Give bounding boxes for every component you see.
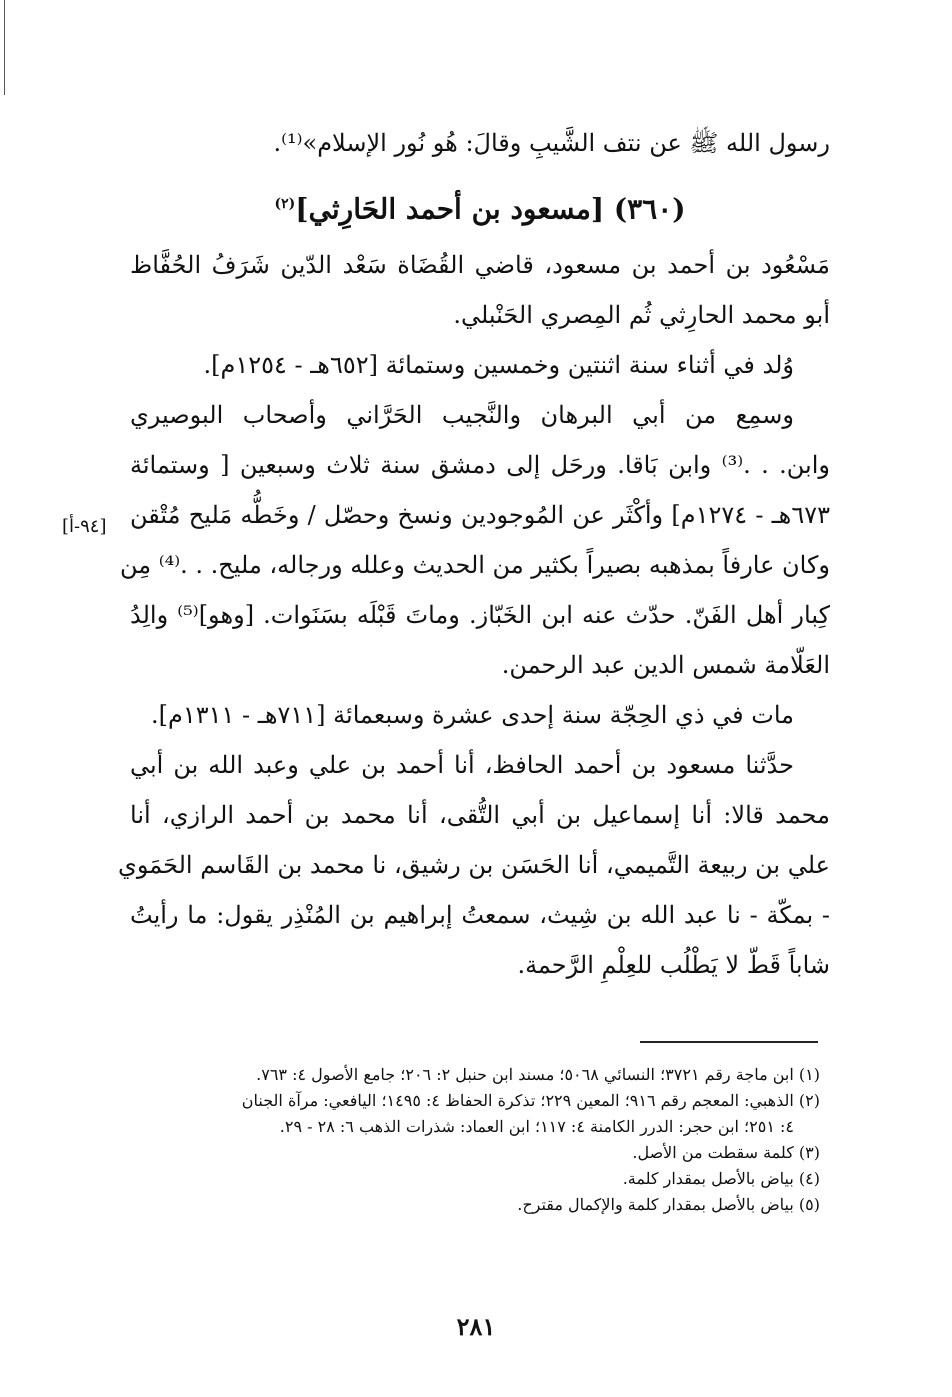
entry-heading-text: (٣٦٠) [مسعود بن أحمد الحَارِثي] bbox=[295, 192, 686, 226]
text-line-11: مات في ذي الحِجّة سنة إحدى عشرة وسبعمائة [٧١١هـ - ١٣١١م]. bbox=[151, 701, 794, 729]
footnote-2-continued: ٤: ٢٥١؛ ابن حجر: الدرر الكامنة ٤: ١١٧؛ ابن العماد: شذرات الذهب ٦: ٢٨ - ٢٩. bbox=[279, 1117, 794, 1136]
text-line-12: حدَّثنا مسعود بن أحمد الحافظ، أنا أحمد بن علي وعبد الله بن أبي bbox=[130, 751, 794, 779]
text-line-16: شاباً قَطّ لا يَطْلُب للعِلْمِ الرَّحمة. bbox=[517, 951, 830, 979]
footnotes bbox=[130, 1062, 820, 1218]
text-line-15: - بمكّة - نا عبد الله بن شِيث، سمعتُ إبراهيم بن المُنْذِر يقول: ما رأيتُ bbox=[130, 901, 830, 929]
text-line-3: أبو محمد الحارِثي ثُم المِصري الحَنْبلي. bbox=[453, 301, 830, 329]
footnote-3: (٣) كلمة سقطت من الأصل. bbox=[632, 1143, 820, 1162]
footnote-5: (٥) بياض بالأصل بمقدار كلمة والإكمال مقترح. bbox=[517, 1195, 820, 1214]
entry-heading bbox=[130, 174, 830, 240]
text-line-8: وكان عارفاً بمذهبه بصيراً بكثير من الحديث وعلله ورجاله، مليح. . .⁽⁴⁾ مِن bbox=[119, 551, 830, 579]
text-line-9: كِبار أهل الفَنّ. حدّث عنه ابن الخَبّاز. وماتَ قَبْلَه بسَنَوات. [وهو]⁽⁵⁾ والِدُ bbox=[130, 601, 830, 629]
text-line-13: محمد قالا: أنا إسماعيل بن أبي التُّقى، أنا محمد بن أحمد الرازي، أنا bbox=[130, 801, 830, 829]
text-line-14: علي بن ربيعة التَّميمي، أنا الحَسَن بن رشيق، نا محمد بن القَاسم الحَمَوي bbox=[118, 851, 830, 879]
footnote-separator bbox=[640, 1041, 818, 1043]
page-body bbox=[118, 118, 830, 990]
text-line-6: وابن. . .⁽³⁾ وابن بَاقا. ورحَل إلى دمشق سنة ثلاث وسبعين [ وستمائة bbox=[130, 451, 830, 479]
page-number: ٢٨١ bbox=[456, 1312, 496, 1341]
text-line-2: مَسْعُود بن أحمد بن مسعود، قاضي القُضَاة سَعْد الدّين شَرَفُ الحُفَّاظ bbox=[130, 251, 830, 279]
text-line-4: وُلد في أثناء سنة اثنتين وخمسين وستمائة [٦٥٢هـ - ١٢٥٤م]. bbox=[203, 351, 794, 379]
footnote-1: (١) ابن ماجة رقم ٣٧٢١؛ النسائي ٥٠٦٨؛ مسند ابن حنبل ٢: ٢٠٦؛ جامع الأصول ٤: ٧٦٣. bbox=[256, 1065, 820, 1084]
entry-heading-footnote-ref: (٢) bbox=[274, 196, 296, 212]
text-line-5: وسمِع من أبي البرهان والنَّجيب الحَرَّاني وأصحاب البوصيري bbox=[130, 401, 794, 429]
manuscript-folio-note: [٩٤-أ] bbox=[62, 516, 107, 537]
footnote-4: (٤) بياض بالأصل بمقدار كلمة. bbox=[622, 1169, 820, 1188]
text-line-7: ٦٧٣هـ - ١٢٧٤م] وأكْثَر عن المُوجودين ونسخ وحصّل / وخَطُّه مَليح مُتْقن bbox=[130, 501, 830, 529]
text-line-1: رسول الله ﷺ عن نتف الشَّيبِ وقالَ: هُو نُور الإسلام»⁽¹⁾. bbox=[273, 129, 830, 157]
footnote-2: (٢) الذهبي: المعجم رقم ٩١٦؛ المعين ٢٢٩؛ تذكرة الحفاظ ٤: ١٤٩٥؛ اليافعي: مرآة الجنان bbox=[241, 1091, 820, 1110]
left-edge-rule bbox=[4, 0, 5, 95]
text-line-10: العَلّامة شمس الدين عبد الرحمن. bbox=[501, 651, 830, 679]
